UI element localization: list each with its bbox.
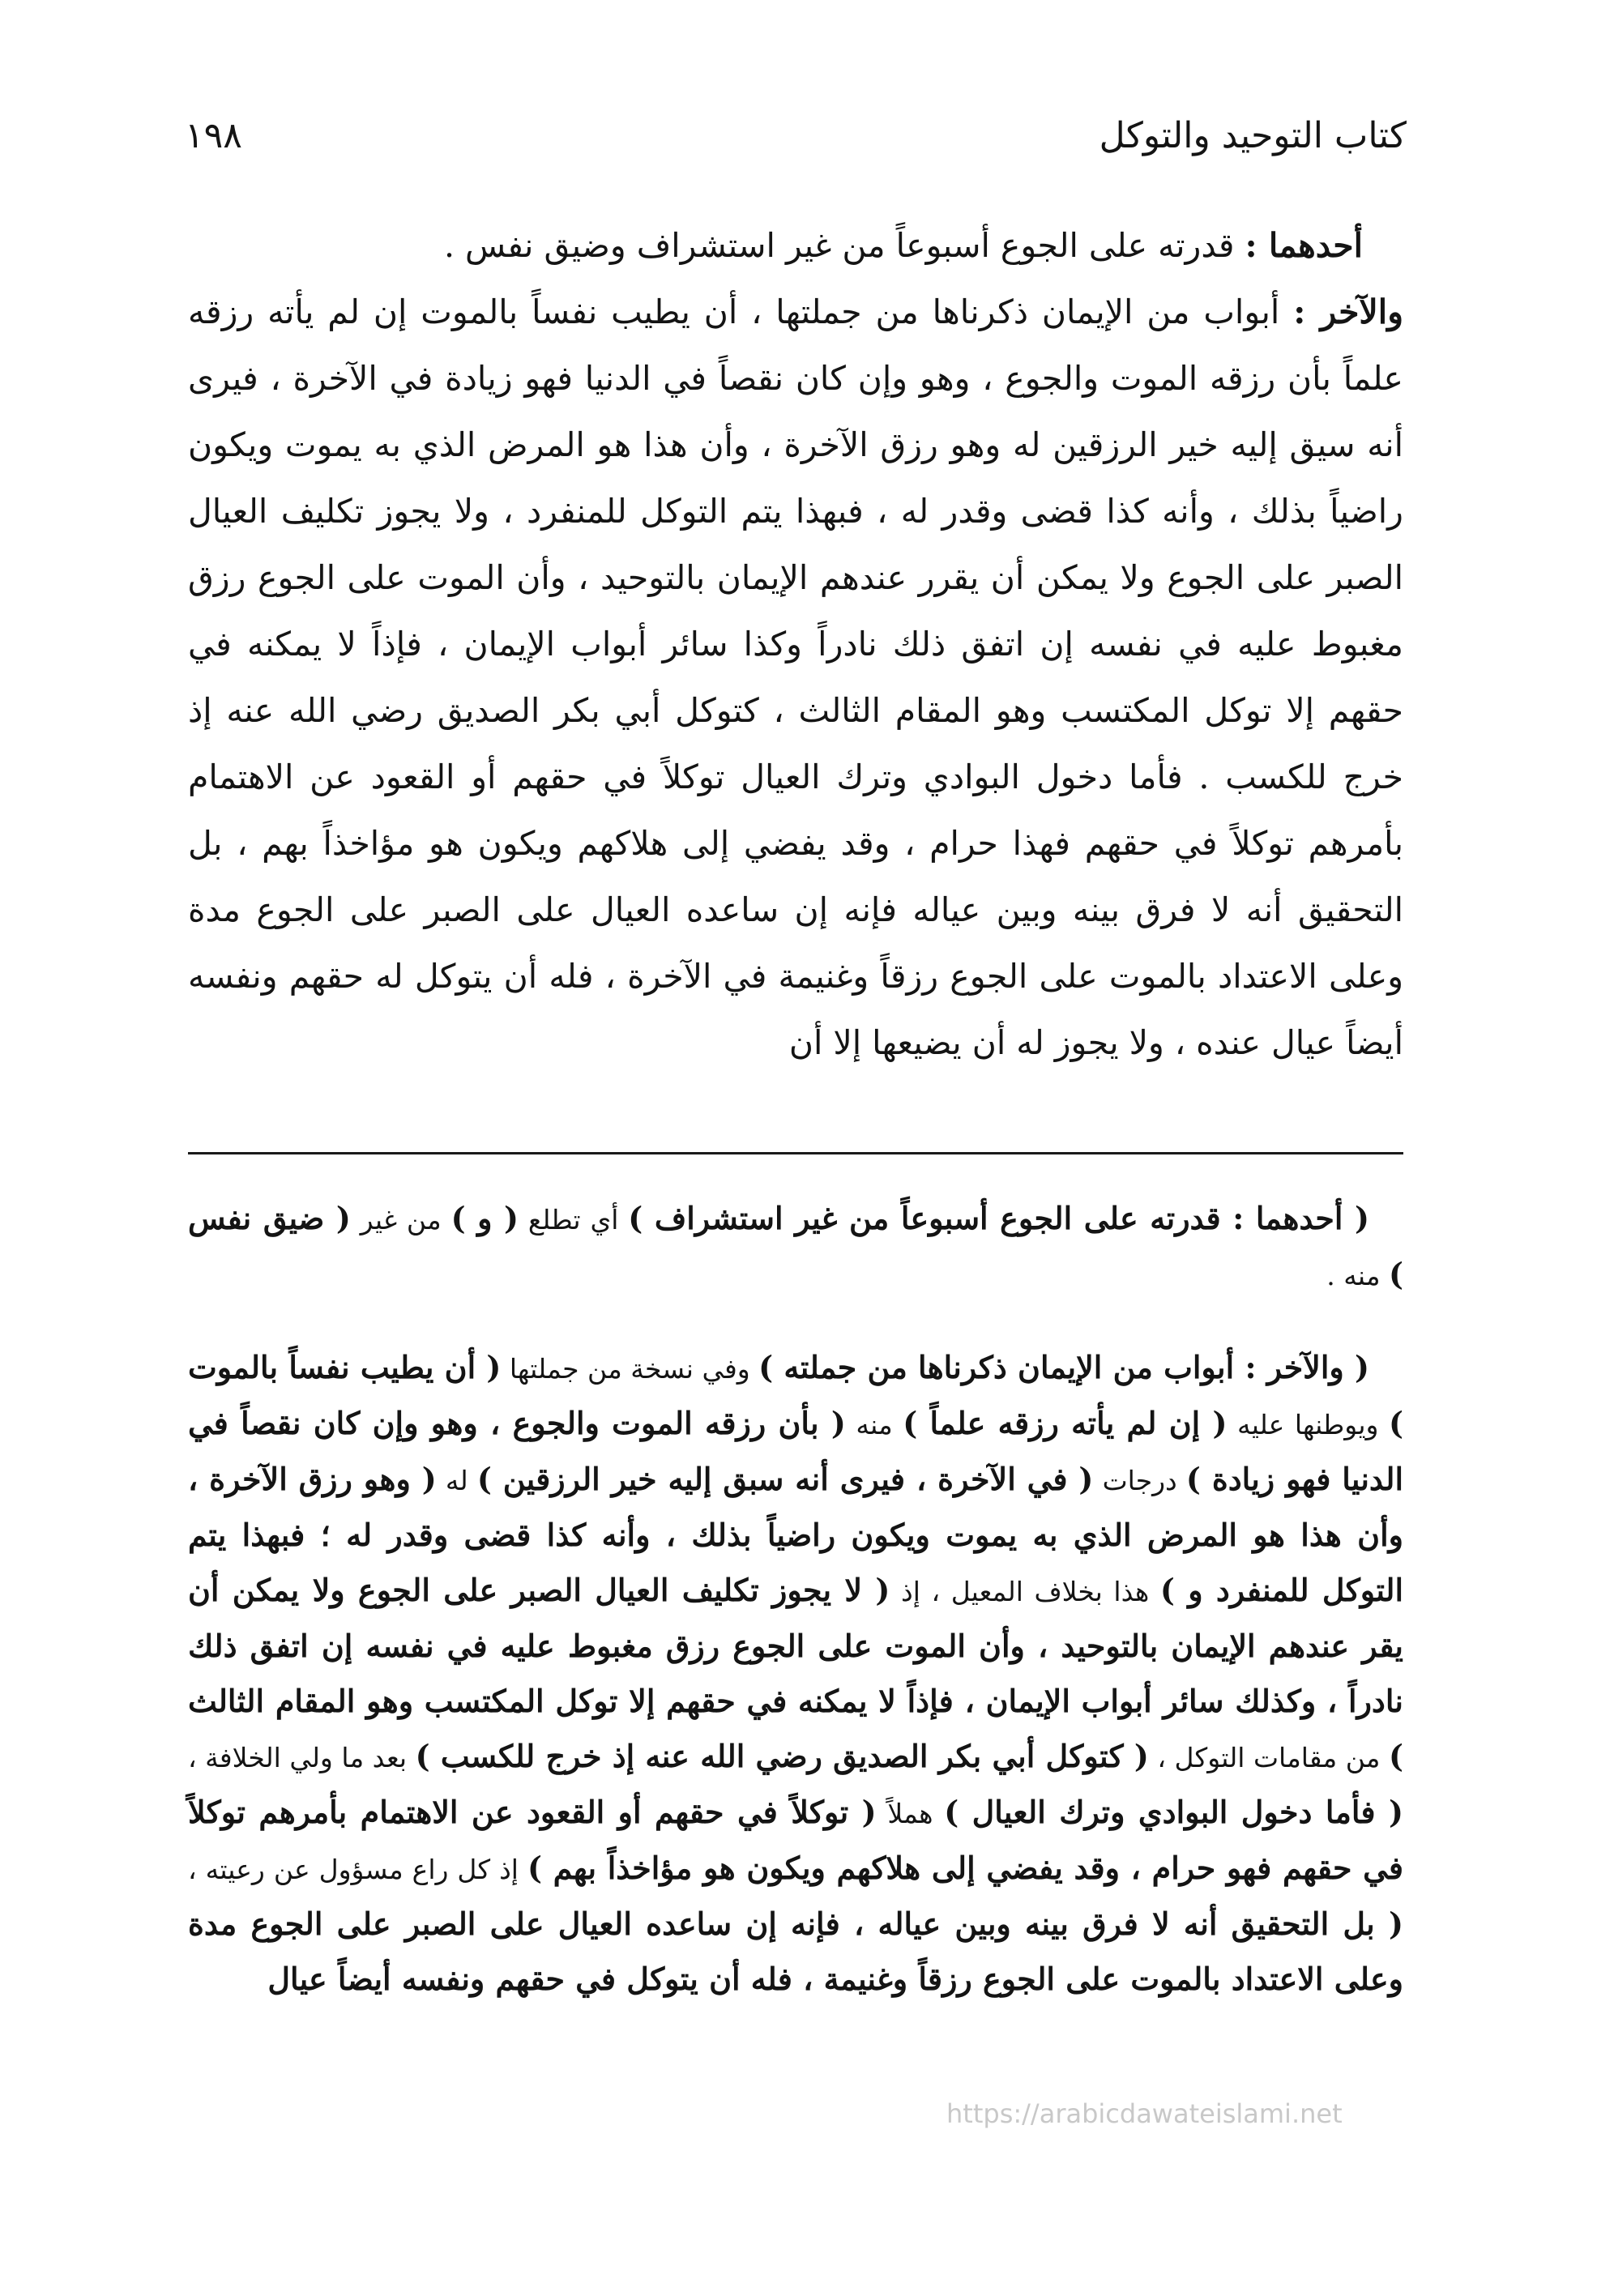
gloss-text: درجات [1093, 1465, 1186, 1496]
separator-rule [188, 1152, 1403, 1154]
gloss-text: ويوطنها عليه [1227, 1409, 1390, 1440]
quoted-text: ( كتوكل أبي بكر الصديق رضي الله عنه إذ خرج للكسب ) [415, 1738, 1149, 1774]
gloss-text: هملاً [876, 1798, 945, 1829]
quoted-text: ( إن لم يأته رزقه علماً ) [903, 1405, 1228, 1441]
quoted-text: ( في الآخرة ، فيرى أنه سبق إليه خير الرزقين ) [476, 1461, 1094, 1497]
para1-lead: أحدهما : [1245, 226, 1363, 265]
para2-lead: والآخر : [1293, 292, 1403, 331]
quoted-text: ( فأما دخول البوادي وترك العيال ) [944, 1794, 1403, 1830]
main-paragraph-2 [188, 279, 1403, 1076]
quoted-text: ( لا يجوز تكليف العيال الصبر على الجوع ولا يمكن أن يقر عندهم الإيمان بالتوحيد ، وأن الموت على الجوع رزق مغبوط عليه في نفسه إن اتفق ذلك نادراً ، وكذلك سائر أبواب الإيمان ، فإذاً لا يمكنه في حقهم إلا توكل المكتسب وهو المقام الثالث ) [188, 1572, 1403, 1774]
commentary [188, 1191, 1403, 2007]
main-paragraph-1 [188, 212, 1403, 279]
gloss-text: منه [845, 1409, 903, 1440]
quoted-text: ( أن يطيب نفساً بالموت ) [188, 1349, 1404, 1441]
gloss-text: أي تطلع [519, 1204, 629, 1235]
running-header [185, 104, 1407, 169]
main-text [188, 212, 1403, 1076]
quoted-text: ( أحدهما : قدرته على الجوع أسبوعاً من غير استشراف ) [628, 1200, 1369, 1236]
quoted-text: ( وهو رزق الآخرة ، وأن هذا هو المرض الذي به يموت ويكون راضياً بذلك ، وأنه كذا قضى وقدر له ؛ فبهذا يتم التوكل للمنفرد و ) [188, 1461, 1404, 1608]
commentary-paragraph-2 [188, 1340, 1403, 2007]
para1-text: قدرته على الجوع أسبوعاً من غير استشراف وضيق نفس . [443, 226, 1245, 265]
gloss-text: من مقامات التوكل ، [1148, 1742, 1390, 1773]
para2-text: أبواب من الإيمان ذكرناها من جملتها ، أن يطيب نفساً بالموت إن لم يأته رزقه علماً بأن رزقه الموت والجوع ، وهو وإن كان نقصاً في الدنيا فهو زيادة في الآخرة ، فيرى أنه سيق إليه خير الرزقين له وهو رزق الآخرة ، وأن هذا هو المرض الذي به يموت ويكون راضياً بذلك ، وأنه كذا قضى وقدر له ، فبهذا يتم التوكل للمنفرد ، ولا يجوز تكليف العيال الصبر على الجوع ولا يمكن أن يقرر عندهم الإيمان بالتوحيد ، وأن الموت على الجوع رزق مغبوط عليه في نفسه إن اتفق ذلك نادراً وكذا سائر أبواب الإيمان ، فإذاً لا يمكنه في حقهم إلا توكل المكتسب وهو المقام الثالث ، كتوكل أبي بكر الصديق رضي الله عنه إذ خرج للكسب . فأما دخول البوادي وترك العيال توكلاً في حقهم أو القعود عن الاهتمام بأمرهم توكلاً في حقهم فهذا حرام ، وقد يفضي إلى هلاكهم ويكون هو مؤاخذاً بهم ، بل التحقيق أنه لا فرق بينه وبين عياله فإنه إن ساعده العيال على الصبر على الجوع مدة وعلى الاعتداد بالموت على الجوع رزقاً وغنيمة في الآخرة ، فله أن يتوكل له حقهم ونفسه أيضاً عيال عنده ، ولا يجوز له أن يضيعها إلا أن [188, 292, 1403, 1062]
quoted-text: ( توكلاً في حقهم أو القعود عن الاهتمام بأمرهم توكلاً في حقهم فهو حرام ، وقد يفضي إلى هلاكهم ويكون هو مؤاخذاً بهم ) [188, 1794, 1404, 1886]
commentary-paragraph-1 [188, 1191, 1403, 1303]
gloss-text: له [436, 1465, 477, 1496]
book-title: كتاب التوحيد والتوكل [1099, 115, 1407, 156]
gloss-text: بعد ما ولي الخلافة ، [188, 1742, 416, 1773]
gloss-text: وفي نسخة من جملتها [501, 1353, 759, 1385]
gloss-text: إذ كل راع مسؤول عن رعيته ، [188, 1854, 527, 1885]
gloss-text: من غير [350, 1204, 451, 1235]
gloss-text: هذا بخلاف المعيل ، إذ [890, 1576, 1160, 1607]
quoted-text: ( بل التحقيق أنه لا فرق بينه وبين عياله ، فإنه إن ساعده العيال على الصبر على الجوع مدة وعلى الاعتداد بالموت على الجوع رزقاً وغنيمة ، فله أن يتوكل في حقهم ونفسه أيضاً عيال [188, 1906, 1403, 1997]
quoted-text: ( بأن رزقه الموت والجوع ، وهو وإن كان نقصاً في الدنيا فهو زيادة ) [188, 1405, 1403, 1497]
gloss-text: منه . [1326, 1260, 1390, 1291]
quoted-text: ( ضيق نفس ) [188, 1200, 1403, 1292]
page-number: ١٩٨ [185, 115, 242, 156]
watermark-url: https://arabicdawateislami.net [946, 2098, 1343, 2129]
quoted-text: ( و ) [450, 1200, 519, 1236]
quoted-text: ( والآخر : أبواب من الإيمان ذكرناها من جملته ) [758, 1349, 1369, 1385]
